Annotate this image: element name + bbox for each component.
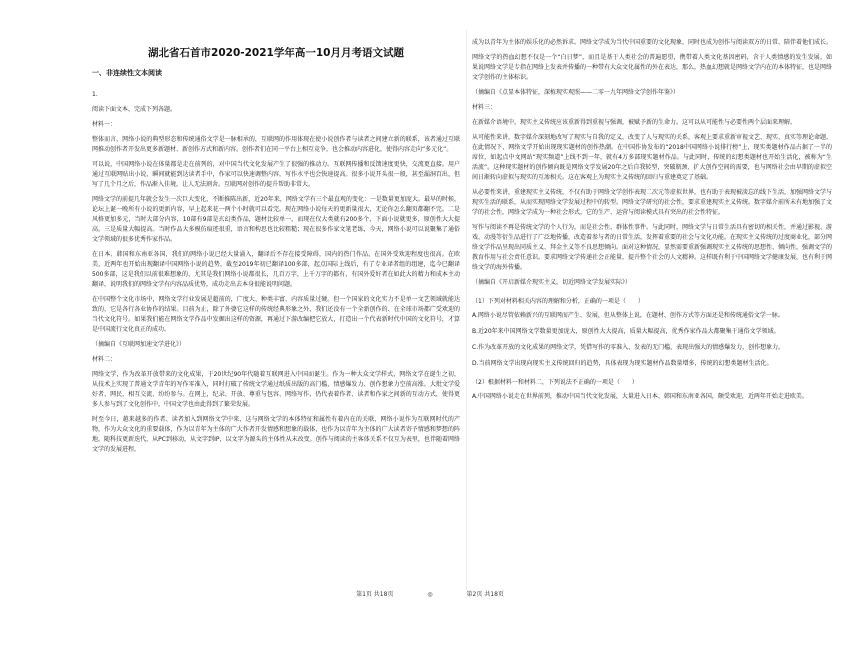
source-citation: （摘编自《开启新媒介现实主义，切近网络文学发展实际》）: [472, 279, 632, 286]
instruction: 阅读下面文本，完成下列各题。: [92, 106, 177, 113]
option-a[interactable]: A.中国网络小说走在世界前列，推动中国当代文化发展，大量进入日本、韩国和东南亚各国，颇受欢迎，近两年开始走进欧美。: [472, 393, 808, 400]
option-b[interactable]: B.近20年来中国网络文学数量更加庞大，原创性大大提高，质量大幅提高，优秀作家作品大都聚集于通俗文学领域。: [472, 328, 780, 335]
option-a[interactable]: A.网络小说尽管依赖新兴的互联网而产生、发展，但从整体上说，在题材、创作方式等方面还是和传统通俗文学一脉。: [472, 312, 784, 319]
material-label: 材料三：: [472, 104, 497, 111]
paragraph: 在日本、韩国和东南亚各国，我们的网络小说已经大量涌入，翻译后不存在接受障碍，国内的热门作品，在国外受欢迎程度也很高。在欧美，近两年也开始出现翻译中国网络小说的趋势，截至2019年初已翻译100多部，起点国际上线后，有了专业译者组的组建，迄今已翻译500多部，这是我们以前很难想象的，尤其是我们网络小说都很长，几百万字，上千万字的都有，有国外爱好者在如此大的精力和成本主动翻译，说明我们的网络文学有内容品质优势，成功走出去本身很能说明问题。: [92, 251, 460, 288]
page-title: 湖北省石首市2020-2021学年高一10月月考语文试题: [148, 47, 404, 59]
left-page: [92, 10, 460, 618]
page-number-left: 第1页 共18页: [356, 591, 394, 598]
paragraph: 写作与阅读不再是传统文学的个人行为，而是社会性、群体性事件。与此同时，网络文学与日常生活具有密切的相关性，并通过影视、游戏、动漫等衍生品进行了广泛地传播，改造着参与者的日常生活，发挥着重要的社会与文化功能。在现实主义传统的过度商业化，部分网络文学作品呈现出同质主义、拜金主义等不良思想倾向。面对这种情况，显然需要重新强调现实主义传统的思想性、倾向性，强调文学的教育作用与社会责任意识。要求网络文学传递社会正能量，提升整个社会的人文精神。这样既有利于中国网络文学健康发展，也有利于网络文学的海外传播。: [472, 224, 832, 271]
page-divider-mark: ◎: [427, 591, 433, 598]
paragraph: 成为以青年为主体的娱乐化的必然诉求。网络文学成为当代中国重要的文化现象，同时也成为创作与阅读双方的日常、陪伴着他们成长。: [472, 39, 832, 46]
paragraph: 网络文学的前提几年就会发生一次巨大变化，不断推陈出新，近20年来，网络文学有三个最直观的变化：一是数量更加庞大。最早的时候，论坛上诞一晚所有小说的更新内容，早上起来花一两个小时就可以看完。现在网络小说每天的更新量很大，无论你怎么翻页都翻不完。二是风格更加多元，当时大部分内容，10部有9部是玄幻类作品，题材比较单一，而现在仅大类就有200多个，下面小说就更多，原创性大大提高。三是质量大幅提高。当时作品大多模仿痕迹很重，语言和构思也比较粗糙；现在很多作家文笔老练，今天，网络小说可以说聚集了通俗文学领域的很多优秀作家作品。: [92, 196, 460, 243]
option-c[interactable]: C.作为改革开放的文化成果的网络文学，凭借写作的零准入、发表的无门槛，表现出强大的情感爆发力，创作想象力。: [472, 344, 785, 351]
paragraph: 从可能性来讲，数字媒介深刻地改写了现实与自我的定义，改变了人与现实的关系，客观上要求重新审视文艺、现实、真实等理论命题。在此情况下，网络文学开始出现现实题材的创作热潮。在中国作协发布的“2018中国网络小说排行榜”上，现实类题材作品占据了一半的席位，如起点中文网站“现实频道”上线不到一年，就有4万多部现实题材作品。与此同时，传统的幻想类题材也开始生活化，被称为“生活流”。这种现实题材的创作倾向既是网络文学发展20年之后自我转型，突破瓶颈、扩大创作空间的需要，也与网络社会由早期的虚拟空间日渐转向虚拟与现实的互渗相关。这在客观上为现实主义传统的回归与重建奠定了基础。: [472, 134, 832, 181]
question-number: 1.: [92, 91, 98, 98]
page-gutter: [466, 30, 467, 590]
paragraph: 在中国整个文化市场中，网络文学行业发展是超前的，广度大、种类丰富、内容质量过硬。但一个国家的文化实力不是单一文艺领域就能达致的，它是各行各业协作的结果。目前为止，除了外婆它这样的传统经典形象之外，我们还没有一个全新创作的、在全球市场都广受欢迎的当代文化符号。如果我们能在网络文学作品中发掘出这样的资源，再通过下游改编把它放大，打造出一个代表新时代中国的文化符号，才算是中国流行文化真正的成功。: [92, 296, 460, 333]
question-2: （2）根据材料一和材料二，下列说法不正确的一项是（ ）: [472, 379, 638, 386]
paragraph: 可以说，中国网络小说在体量都是走在前列的，对中国当代文化发展产生了很强的推动力。互联网传播和反馈速度更快，交流更直接。用户通过互联网贴出小说，瞬间就能到达读者手中，作家可以快速调整内容，写作水平也会快速提高。很多小说开头很一般，甚至漏洞百出，但写了几个月之后，作品渐入佳境，让人无法割舍。互联网对创作的提升帮助非常大。: [92, 161, 460, 188]
material-label: 材料二：: [92, 356, 117, 363]
paragraph: 在新媒介语境中，现实主义传统应该重新得到重视与强调，被赋予新的生命力。这可以从可能性与必要性两个层面来理解。: [472, 119, 797, 126]
paragraph: 网络文学的热血幻想不仅是一个“白日梦”，而且是基于人类社会的普遍愿望，携带着人类文化基因密码，含于人类情感的发生发展。如果说网络文学是专指在网络上发表并传播的一种带有大众文化属性的外在表达，那么，热血幻想就是网络文学内在的本体特征，也是网络文学创作的主体标识。: [472, 54, 832, 81]
paragraph: 从必要性来讲，重建现实主义传统，不仅有助于网络文学创作表现二次元等虚拟世界，也有助于表现被淡忘的线下生活，加强网络文学与现实生活的联系，从而实现网络文学发展过程中的转型。网络文学研究的社会性，要求重建现实主义传统。数字媒介前所未有地加强了文学的社会性，网络文学成为一种社会形式，它的生产、运营与阅读模式具有突出的社会性特征。: [472, 189, 832, 216]
paragraph: 时至今日，越来越多的作者、读者加入到网络文学中来，这与网络文学的本体特征和属性有着内在的关联，网络小说作为互联网时代的产物，作为大众文化的重要载体，作为以青年为主体的广大作者开发情感和想象的载体，也作为以青年为主体的广大读者寄予情感和梦想的阵地，随科技更新迭代，从PC到移动，从文字到IP，以文字为源头的主体性从未改变。创作与阅读的主客体关系不仅互为表里，也伴随着网络文学的发展进程，: [92, 416, 460, 453]
paragraph: 网络文学，作为改革开放带来的文化成果，于20世纪90年代随着互联网进入中国而诞生。作为一种大众文学样式，网络文学在诞生之初，从技术上实现了普通文学青年的写作零准入，同时打破了传统文学通过纸质出版的高门槛，情感爆发力、创作想象力空前高涨。大批文学爱好者、网民，相互交流、纷纷参与。在网上，纪录、开放、尊重与包容、网络写作，仍代表着作者、读者和作家之间新的互动方式，使得更多人参与到了文化创作中，中国文学也由此得到了繁荣发展。: [92, 371, 460, 408]
source-citation: （摘编自《点显本体特征，深植现实观照——二零一九年网络文学创作年鉴》）: [472, 89, 680, 96]
source-citation: （摘编自《互联网加速文学进化》）: [92, 341, 186, 348]
option-d[interactable]: D.当前网络文学出现向现实主义传统回归的趋势，具体表现为现实题材作品数量增多，传统的幻想类题材生活化。: [472, 360, 773, 367]
right-page: [472, 38, 832, 646]
page-number-right: 第2页 共18页: [466, 591, 504, 598]
section-heading: 一、非连续性文本阅读: [92, 69, 162, 77]
material-label: 材料一：: [92, 121, 117, 128]
question-1: （1）下列对材料相关内容的理解和分析，正确的一项是（ ）: [472, 298, 644, 305]
page-footer: [0, 589, 860, 598]
paragraph: 整体而言，网络小说的典型形态和传统通俗文学是一脉相承的，互联网的作用体现在使小说创作者与读者之间建立新的联系，该者通过互联网推动创作者开发出更多新题材、新创作方式和新内容。创作者们在同一平台上相互竞争，也会推动内容进化，使得内容走向“多元化”。: [92, 136, 460, 153]
